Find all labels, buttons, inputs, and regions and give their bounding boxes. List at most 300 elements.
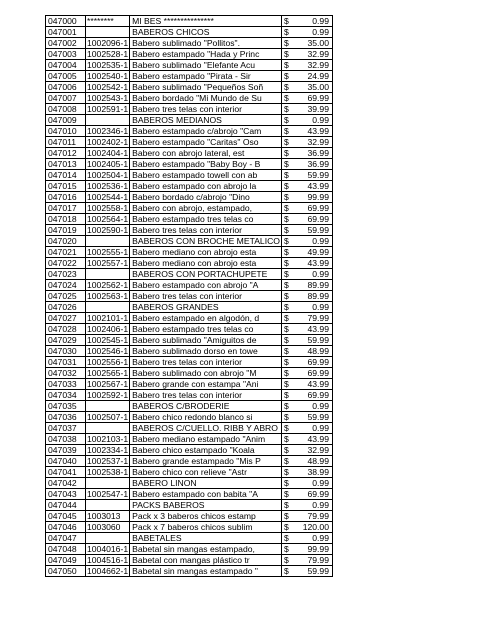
code-cell: 047008 — [46, 104, 86, 115]
description-cell: Babero sublimado dorso en towe — [130, 346, 282, 357]
price-cell: 0.99 — [294, 302, 333, 313]
currency-cell: $ — [281, 60, 294, 71]
currency-cell: $ — [281, 324, 294, 335]
price-cell: 59.99 — [294, 412, 333, 423]
price-cell: 0.99 — [294, 27, 333, 38]
category-row — [46, 401, 333, 412]
price-cell: 69.99 — [294, 489, 333, 500]
sku-cell — [86, 478, 130, 489]
sku-cell: 1002564-1 — [87, 214, 129, 224]
currency-cell: $ — [281, 291, 294, 302]
description-cell: Babero chico estampado "Koala — [130, 445, 282, 456]
currency-cell: $ — [281, 16, 294, 27]
description-cell: Babero sublimado "Elefante Acu — [130, 60, 282, 71]
product-row — [46, 225, 333, 236]
price-cell: 79.99 — [294, 511, 333, 522]
currency-cell: $ — [281, 269, 294, 280]
price-cell: 36.99 — [294, 148, 333, 159]
code-cell: 047044 — [46, 500, 86, 511]
sku-cell: 1002562-1 — [87, 280, 129, 290]
code-cell: 047042 — [46, 478, 86, 489]
product-row — [46, 346, 333, 357]
price-cell: 43.99 — [294, 126, 333, 137]
description-cell: Babero estampado "Pirata - Sir — [130, 71, 282, 82]
product-row — [46, 82, 333, 93]
sku-cell — [86, 533, 130, 544]
code-cell: 047046 — [46, 522, 86, 533]
description-cell: Babero estampado "Baby Boy - B — [130, 159, 282, 170]
description-cell: Babero con abrojo, estampado, — [130, 203, 282, 214]
description-cell: BABEROS GRANDES — [130, 302, 282, 313]
code-cell: 047037 — [46, 423, 86, 434]
category-row — [46, 423, 333, 434]
currency-cell: $ — [281, 500, 294, 511]
code-cell: 047040 — [46, 456, 86, 467]
price-cell: 0.99 — [294, 500, 333, 511]
sku-cell: 1002563-1 — [87, 291, 129, 301]
currency-cell: $ — [281, 302, 294, 313]
product-row — [46, 203, 333, 214]
price-cell: 43.99 — [294, 181, 333, 192]
description-cell: Pack x 3 baberos chicos estamp — [130, 511, 282, 522]
code-cell: 047010 — [46, 126, 86, 137]
currency-cell: $ — [281, 445, 294, 456]
sku-cell: 1002546-1 — [87, 346, 129, 356]
description-cell: BABEROS MEDIANOS — [130, 115, 282, 126]
sku-cell: 1004516-1 — [87, 555, 129, 565]
sku-cell: 1002542-1 — [87, 82, 129, 92]
currency-cell: $ — [281, 412, 294, 423]
category-row — [46, 115, 333, 126]
currency-cell: $ — [281, 159, 294, 170]
price-cell: 43.99 — [294, 379, 333, 390]
product-row — [46, 258, 333, 269]
description-cell: MI BES *************** — [130, 16, 282, 27]
currency-cell: $ — [281, 489, 294, 500]
currency-cell: $ — [281, 533, 294, 544]
price-cell: 0.99 — [294, 115, 333, 126]
description-cell: Babero grande con estampa "Ani — [130, 379, 282, 390]
description-cell: BABEROS CON BROCHE METALICO — [130, 236, 282, 247]
description-cell: Babero estampado "Caritas" Oso — [130, 137, 282, 148]
currency-cell: $ — [281, 423, 294, 434]
code-cell: 047047 — [46, 533, 86, 544]
price-cell: 39.99 — [294, 104, 333, 115]
code-cell: 047036 — [46, 412, 86, 423]
currency-cell: $ — [281, 566, 294, 577]
description-cell: Babero mediano con abrojo esta — [130, 258, 282, 269]
sku-cell: 1002504-1 — [87, 170, 129, 180]
product-row — [46, 544, 333, 555]
sku-cell: 1002528-1 — [87, 49, 129, 59]
category-row — [46, 500, 333, 511]
description-cell: BABEROS CHICOS — [130, 27, 282, 38]
code-cell: 047020 — [46, 236, 86, 247]
product-row — [46, 93, 333, 104]
description-cell: Babetal con mangas plástico tr — [130, 555, 282, 566]
code-cell: 047019 — [46, 225, 86, 236]
currency-cell: $ — [281, 38, 294, 49]
description-cell: Babero tres telas con interior — [130, 357, 282, 368]
price-cell: 120.00 — [294, 522, 333, 533]
product-row — [46, 412, 333, 423]
currency-cell: $ — [281, 456, 294, 467]
price-cell: 24.99 — [294, 71, 333, 82]
currency-cell: $ — [281, 258, 294, 269]
currency-cell: $ — [281, 401, 294, 412]
currency-cell: $ — [281, 137, 294, 148]
sku-cell: 1002547-1 — [87, 489, 129, 499]
currency-cell: $ — [281, 148, 294, 159]
product-row — [46, 434, 333, 445]
sku-cell: 1002406-1 — [87, 324, 129, 334]
description-cell: BABEROS CON PORTACHUPETE — [130, 269, 282, 280]
price-cell: 35.00 — [294, 82, 333, 93]
price-cell: 43.99 — [294, 434, 333, 445]
product-row — [46, 467, 333, 478]
price-cell: 69.99 — [294, 214, 333, 225]
description-cell: Babero chico redondo blanco si — [130, 412, 282, 423]
currency-cell: $ — [281, 544, 294, 555]
description-cell: PACKS BABEROS — [130, 500, 282, 511]
currency-cell: $ — [281, 434, 294, 445]
sku-cell: 1002567-1 — [87, 379, 129, 389]
product-row — [46, 192, 333, 203]
price-cell: 59.99 — [294, 566, 333, 577]
price-cell: 99.99 — [294, 192, 333, 203]
currency-cell: $ — [281, 126, 294, 137]
description-cell: BABEROS C/CUELLO. RIBB Y ABRO — [130, 423, 282, 434]
description-cell: Babero mediano estampado "Anim — [130, 434, 282, 445]
description-cell: BABETALES — [130, 533, 282, 544]
code-cell: 047035 — [46, 401, 86, 412]
code-cell: 047041 — [46, 467, 86, 478]
code-cell: 047039 — [46, 445, 86, 456]
code-cell: 047001 — [46, 27, 86, 38]
code-cell: 047006 — [46, 82, 86, 93]
description-cell: Babero tres telas con interior — [130, 225, 282, 236]
product-row — [46, 511, 333, 522]
description-cell: Babero bordado c/abrojo "Dino — [130, 192, 282, 203]
price-cell: 32.99 — [294, 137, 333, 148]
price-cell: 0.99 — [294, 401, 333, 412]
description-cell: Pack x 7 baberos chicos sublim — [130, 522, 282, 533]
code-cell: 047016 — [46, 192, 86, 203]
sku-cell: 1003060 — [86, 522, 130, 533]
sku-cell: 1002507-1 — [87, 412, 129, 422]
code-cell: 047028 — [46, 324, 86, 335]
sku-cell — [86, 269, 130, 280]
sku-cell: 1002543-1 — [87, 93, 129, 103]
code-cell: 047022 — [46, 258, 86, 269]
category-row — [46, 478, 333, 489]
product-row — [46, 335, 333, 346]
sku-cell: 1002590-1 — [87, 225, 129, 235]
price-cell: 0.99 — [294, 236, 333, 247]
description-cell: Babero estampado con babita "A — [130, 489, 282, 500]
code-cell: 047003 — [46, 49, 86, 60]
sku-cell — [86, 27, 130, 38]
price-cell: 32.99 — [294, 445, 333, 456]
currency-cell: $ — [281, 511, 294, 522]
product-row — [46, 522, 333, 533]
sku-cell — [86, 115, 130, 126]
price-cell: 69.99 — [294, 390, 333, 401]
price-cell: 38.99 — [294, 467, 333, 478]
description-cell: Babero tres telas con interior — [130, 390, 282, 401]
code-cell: 047030 — [46, 346, 86, 357]
sku-cell: 1004016-1 — [87, 544, 129, 554]
currency-cell: $ — [281, 236, 294, 247]
code-cell: 047014 — [46, 170, 86, 181]
description-cell: Babetal sin mangas estampado " — [130, 566, 282, 577]
currency-cell: $ — [281, 49, 294, 60]
currency-cell: $ — [281, 82, 294, 93]
code-cell: 047000 — [46, 16, 86, 27]
code-cell: 047034 — [46, 390, 86, 401]
code-cell: 047033 — [46, 379, 86, 390]
currency-cell: $ — [281, 225, 294, 236]
currency-cell: $ — [281, 71, 294, 82]
currency-cell: $ — [281, 555, 294, 566]
product-row — [46, 291, 333, 302]
sku-cell: 1002540-1 — [87, 71, 129, 81]
price-cell: 32.99 — [294, 49, 333, 60]
price-cell: 59.99 — [294, 170, 333, 181]
sku-cell: 1002565-1 — [87, 368, 129, 378]
currency-cell: $ — [281, 247, 294, 258]
sku-cell: 1002535-1 — [87, 60, 129, 70]
price-cell: 89.99 — [294, 280, 333, 291]
price-cell: 48.99 — [294, 346, 333, 357]
price-cell: 59.99 — [294, 225, 333, 236]
sku-cell: 1002101-1 — [87, 313, 129, 323]
sku-cell: ******** — [86, 16, 130, 27]
sku-cell — [86, 302, 130, 313]
code-cell: 047024 — [46, 280, 86, 291]
currency-cell: $ — [281, 192, 294, 203]
currency-cell: $ — [281, 27, 294, 38]
currency-cell: $ — [281, 280, 294, 291]
price-cell: 59.99 — [294, 335, 333, 346]
product-row — [46, 159, 333, 170]
sku-cell: 1002558-1 — [87, 203, 129, 213]
code-cell: 047027 — [46, 313, 86, 324]
price-cell: 79.99 — [294, 313, 333, 324]
description-cell: Babero tres telas con interior — [130, 104, 282, 115]
description-cell: Babero estampado en algodón, d — [130, 313, 282, 324]
code-cell: 047007 — [46, 93, 86, 104]
currency-cell: $ — [281, 467, 294, 478]
price-cell: 99.99 — [294, 544, 333, 555]
currency-cell: $ — [281, 335, 294, 346]
price-cell: 89.99 — [294, 291, 333, 302]
product-row — [46, 148, 333, 159]
sku-cell: 1002405-1 — [87, 159, 129, 169]
product-row — [46, 181, 333, 192]
description-cell: Babero grande estampado "Mis P — [130, 456, 282, 467]
currency-cell: $ — [281, 104, 294, 115]
product-row — [46, 247, 333, 258]
code-cell: 047015 — [46, 181, 86, 192]
product-row — [46, 379, 333, 390]
price-cell: 69.99 — [294, 93, 333, 104]
code-cell: 047045 — [46, 511, 86, 522]
description-cell: Babero con abrojo lateral, est — [130, 148, 282, 159]
sku-cell — [86, 236, 130, 247]
code-cell: 047049 — [46, 555, 86, 566]
sku-cell — [86, 401, 130, 412]
description-cell: Babero mediano con abrojo esta — [130, 247, 282, 258]
currency-cell: $ — [281, 93, 294, 104]
currency-cell: $ — [281, 313, 294, 324]
product-row — [46, 357, 333, 368]
price-cell: 49.99 — [294, 247, 333, 258]
product-row — [46, 71, 333, 82]
product-row — [46, 280, 333, 291]
price-cell: 35.00 — [294, 38, 333, 49]
category-row — [46, 269, 333, 280]
product-row — [46, 16, 333, 27]
price-cell: 69.99 — [294, 368, 333, 379]
description-cell: Babero chico con relieve "Astr — [130, 467, 282, 478]
product-row — [46, 104, 333, 115]
sku-cell: 1002537-1 — [87, 456, 129, 466]
price-cell: 36.99 — [294, 159, 333, 170]
sku-cell: 1002404-1 — [87, 148, 129, 158]
description-cell: Babero estampado tres telas co — [130, 214, 282, 225]
product-row — [46, 456, 333, 467]
price-cell: 43.99 — [294, 258, 333, 269]
code-cell: 047048 — [46, 544, 86, 555]
product-row — [46, 368, 333, 379]
sku-cell: 1002103-1 — [87, 434, 129, 444]
category-row — [46, 533, 333, 544]
currency-cell: $ — [281, 115, 294, 126]
currency-cell: $ — [281, 357, 294, 368]
currency-cell: $ — [281, 203, 294, 214]
product-row — [46, 445, 333, 456]
sku-cell: 1002555-1 — [87, 247, 129, 257]
currency-cell: $ — [281, 368, 294, 379]
sku-cell: 1002544-1 — [87, 192, 129, 202]
description-cell: BABEROS C/BRODERIE — [130, 401, 282, 412]
product-row — [46, 60, 333, 71]
currency-cell: $ — [281, 390, 294, 401]
product-row — [46, 555, 333, 566]
category-row — [46, 302, 333, 313]
code-cell: 047009 — [46, 115, 86, 126]
sku-cell: 1003013 — [86, 511, 130, 522]
price-cell: 79.99 — [294, 555, 333, 566]
code-cell: 047043 — [46, 489, 86, 500]
product-row — [46, 390, 333, 401]
product-row — [46, 489, 333, 500]
price-cell: 43.99 — [294, 324, 333, 335]
sku-cell: 1002556-1 — [87, 357, 129, 367]
price-cell: 48.99 — [294, 456, 333, 467]
sku-cell: 1002591-1 — [87, 104, 129, 114]
description-cell: Babero estampado towell con ab — [130, 170, 282, 181]
price-cell: 0.99 — [294, 16, 333, 27]
code-cell: 047050 — [46, 566, 86, 577]
price-cell: 69.99 — [294, 203, 333, 214]
price-list-table — [45, 15, 333, 577]
category-row — [46, 27, 333, 38]
description-cell: Babero sublimado "Amiguitos de — [130, 335, 282, 346]
product-row — [46, 313, 333, 324]
description-cell: Babero tres telas con interior — [130, 291, 282, 302]
code-cell: 047018 — [46, 214, 86, 225]
code-cell: 047025 — [46, 291, 86, 302]
code-cell: 047017 — [46, 203, 86, 214]
price-cell: 69.99 — [294, 357, 333, 368]
code-cell: 047021 — [46, 247, 86, 258]
category-row — [46, 236, 333, 247]
code-cell: 047013 — [46, 159, 86, 170]
price-cell: 0.99 — [294, 423, 333, 434]
sku-cell: 1002536-1 — [87, 181, 129, 191]
product-row — [46, 566, 333, 577]
code-cell: 047026 — [46, 302, 86, 313]
sku-cell — [86, 423, 130, 434]
code-cell: 047023 — [46, 269, 86, 280]
sku-cell: 1002402-1 — [87, 137, 129, 147]
code-cell: 047011 — [46, 137, 86, 148]
product-row — [46, 324, 333, 335]
description-cell: Babero sublimado "Pollitos". — [130, 38, 282, 49]
description-cell: Babero estampado con abrojo "A — [130, 280, 282, 291]
description-cell: Babero estampado c/abrojo "Cam — [130, 126, 282, 137]
sku-cell: 1002096-1 — [87, 38, 129, 48]
product-row — [46, 49, 333, 60]
sku-cell: 1004662-1 — [87, 566, 129, 576]
description-cell: Babero bordado "Mi Mundo de Su — [130, 93, 282, 104]
currency-cell: $ — [281, 181, 294, 192]
code-cell: 047029 — [46, 335, 86, 346]
code-cell: 047031 — [46, 357, 86, 368]
code-cell: 047004 — [46, 60, 86, 71]
sku-cell: 1002545-1 — [87, 335, 129, 345]
currency-cell: $ — [281, 379, 294, 390]
product-row — [46, 214, 333, 225]
description-cell: Babetal sin mangas estampado, — [130, 544, 282, 555]
price-cell: 0.99 — [294, 533, 333, 544]
currency-cell: $ — [281, 522, 294, 533]
code-cell: 047032 — [46, 368, 86, 379]
code-cell: 047005 — [46, 71, 86, 82]
currency-cell: $ — [281, 478, 294, 489]
currency-cell: $ — [281, 346, 294, 357]
price-list-body — [46, 16, 333, 577]
description-cell: Babero estampado "Hada y Princ — [130, 49, 282, 60]
currency-cell: $ — [281, 170, 294, 181]
sku-cell: 1002592-1 — [87, 390, 129, 400]
sku-cell: 1002557-1 — [87, 258, 129, 268]
sku-cell — [86, 500, 130, 511]
code-cell: 047012 — [46, 148, 86, 159]
description-cell: Babero estampado tres telas co — [130, 324, 282, 335]
sku-cell: 1002538-1 — [87, 467, 129, 477]
price-cell: 0.99 — [294, 269, 333, 280]
sku-cell: 1002334-1 — [87, 445, 129, 455]
product-row — [46, 38, 333, 49]
product-row — [46, 126, 333, 137]
description-cell: Babero estampado con abrojo la — [130, 181, 282, 192]
sku-cell: 1002346-1 — [87, 126, 129, 136]
currency-cell: $ — [281, 214, 294, 225]
product-row — [46, 137, 333, 148]
